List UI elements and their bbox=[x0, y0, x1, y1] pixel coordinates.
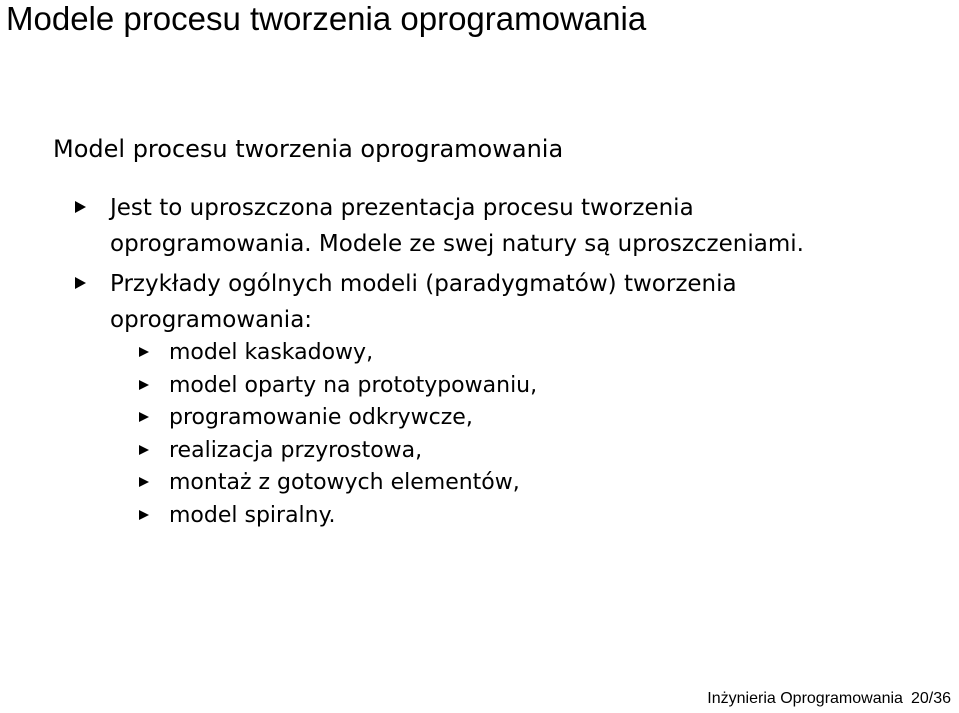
bullet-text-line: Przykłady ogólnych modeli (paradygmatów) tworzenia bbox=[110, 271, 737, 297]
sub-bullet-text: montaż z gotowych elementów, bbox=[169, 470, 520, 496]
sub-bullet-text: realizacja przyrostowa, bbox=[169, 437, 423, 463]
bullet-text-line: Jest to uproszczona prezentacja procesu tworzenia bbox=[110, 195, 694, 221]
sub-bullet-text: model spiralny. bbox=[169, 502, 336, 528]
footer-course-title: Inżynieria Oprogramowania bbox=[707, 690, 903, 707]
triangle-bullet-icon bbox=[139, 412, 149, 422]
sub-bullet-text: model oparty na prototypowaniu, bbox=[169, 372, 538, 398]
sub-bullet-text: model kaskadowy, bbox=[169, 340, 374, 365]
sub-bullet-text: programowanie odkrywcze, bbox=[169, 405, 473, 431]
triangle-bullet-icon bbox=[139, 347, 149, 357]
bullet-text-line: oprogramowania: bbox=[110, 307, 313, 333]
slide-footer bbox=[707, 689, 951, 709]
slide-title: Modele procesu tworzenia oprogramowania bbox=[6, 0, 647, 37]
triangle-bullet-icon bbox=[139, 477, 149, 487]
triangle-bullet-icon bbox=[75, 277, 86, 289]
block-title: Model procesu tworzenia oprogramowania bbox=[53, 135, 564, 163]
triangle-bullet-icon bbox=[139, 510, 149, 520]
triangle-bullet-icon bbox=[75, 201, 86, 213]
triangle-bullet-icon bbox=[139, 380, 149, 390]
triangle-bullet-icon bbox=[139, 445, 149, 455]
page-number: 20/36 bbox=[910, 690, 951, 707]
bullet-text-line: oprogramowania. Modele ze swej natury są uproszczeniami. bbox=[110, 231, 804, 257]
